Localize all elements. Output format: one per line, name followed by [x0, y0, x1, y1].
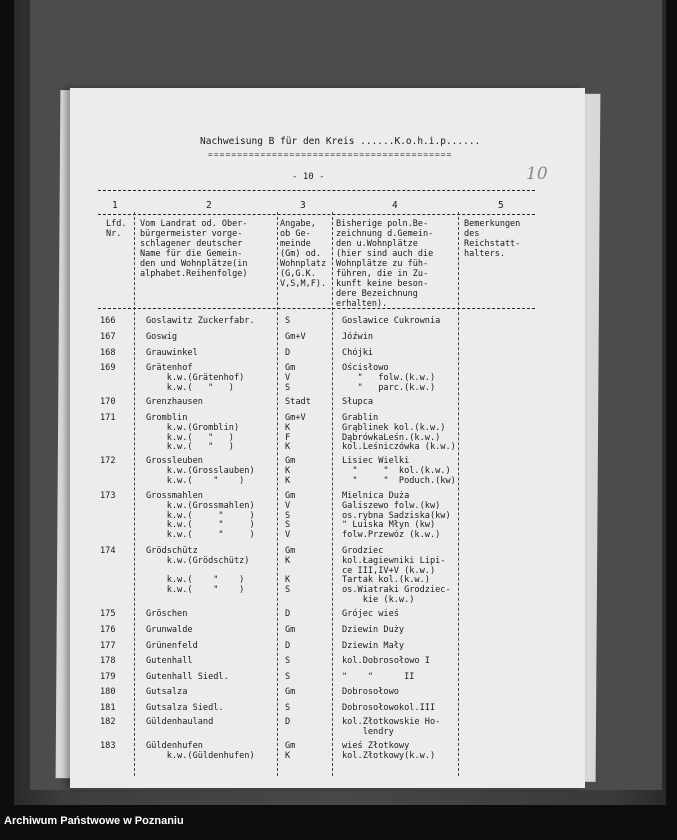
- row-number: 171: [100, 413, 116, 423]
- row-number: 175: [100, 609, 116, 619]
- place-type: D: [285, 609, 291, 619]
- handwritten-page-number: 10: [526, 164, 548, 184]
- german-name: Gutsalza: [146, 687, 188, 697]
- polish-name: Dobrosołowo: [342, 687, 399, 697]
- polish-name: Słupca: [342, 397, 374, 407]
- german-name: Grödschütz k.w.(Grödschütz) k.w.( " ) k.w.( " ): [146, 546, 250, 596]
- german-name: Grossleuben k.w.(Grosslauben) k.w.( " ): [146, 456, 255, 486]
- top-rule: [98, 190, 535, 191]
- row-number: 176: [100, 625, 116, 635]
- polish-name: Dobrosołowokol.III: [342, 703, 436, 713]
- header-lfd-nr: Lfd. Nr.: [106, 219, 127, 239]
- place-type: Gm+V: [285, 332, 306, 342]
- place-type: Gm K K S: [285, 546, 296, 596]
- column-number: 3: [300, 200, 306, 211]
- place-type: Gm: [285, 625, 296, 635]
- german-name: Gröschen: [146, 609, 188, 619]
- header-type: Angabe, ob Ge- meinde (Gm) od. Wohnplatz (G,G.K. V,S,M,F).: [280, 219, 327, 289]
- page-number: - 10 -: [292, 172, 325, 182]
- row-number: 181: [100, 703, 116, 713]
- row-number: 179: [100, 672, 116, 682]
- column-divider: [458, 212, 459, 776]
- row-number: 167: [100, 332, 116, 342]
- polish-name: Lisiec Wielki " " kol.(k.w.) " " Poduch.(kw): [342, 456, 456, 486]
- place-type: Stadt: [285, 397, 311, 407]
- german-name: Grauwinkel: [146, 348, 198, 358]
- row-number: 183: [100, 741, 116, 751]
- row-number: 166: [100, 316, 116, 326]
- german-name: Güldenhufen k.w.(Güldenhufen): [146, 741, 255, 761]
- row-number: 174: [100, 546, 116, 556]
- place-type: S: [285, 656, 291, 666]
- german-name: Goswig: [146, 332, 178, 342]
- row-number: 178: [100, 656, 116, 666]
- row-number: 173: [100, 491, 116, 501]
- header-polish-name: Bisherige poln.Be- zeichnung d.Gemein- den u.Wohnplätze (hier sind auch die Wohnplätze zu füh- führen, die in Zu- kunft keine beson- dere Bezeichnung erhalten).: [336, 219, 434, 309]
- polish-name: Grójec wieś: [342, 609, 399, 619]
- row-number: 170: [100, 397, 116, 407]
- german-name: Grätenhof k.w.(Grätenhof) k.w.( " ): [146, 363, 245, 393]
- column-divider: [134, 212, 135, 776]
- place-type: S: [285, 672, 291, 682]
- column-number: 1: [112, 200, 118, 211]
- place-type: Gm V S S V: [285, 491, 296, 541]
- title-underline: ==========================================: [208, 150, 453, 159]
- column-number: 4: [392, 200, 398, 211]
- german-name: Grossmahlen k.w.(Grossmahlen) k.w.( " ) k.w.( " ) k.w.( " ): [146, 491, 255, 541]
- polish-name: Dziewin Duży: [342, 625, 405, 635]
- german-name: Grünenfeld: [146, 641, 198, 651]
- place-type: S: [285, 316, 291, 326]
- header-german-name: Vom Landrat od. Ober- bürgermeister vorge- schlagener deutscher Name für die Gemein- den und Wohnplätze(in alphabet.Reihenfolge): [140, 219, 248, 279]
- polish-name: kol.Złotkowskie Ho- lendry: [342, 717, 441, 737]
- polish-name: Jóźwin: [342, 332, 374, 342]
- place-type: Gm V S: [285, 363, 296, 393]
- german-name: Gromblin k.w.(Gromblin) k.w.( " ) k.w.( " ): [146, 413, 240, 453]
- header-remarks: Bemerkungen des Reichstatt- halters.: [464, 219, 521, 259]
- place-type: Gm: [285, 687, 296, 697]
- place-type: S: [285, 703, 291, 713]
- header-bottom-rule: [98, 308, 535, 309]
- german-name: Grenzhausen: [146, 397, 203, 407]
- place-type: D: [285, 348, 291, 358]
- row-number: 182: [100, 717, 116, 727]
- place-type: Gm+V K F K: [285, 413, 306, 453]
- document-page: [70, 88, 585, 788]
- polish-name: Mielnica Duża Galiszewo folw.(kw) os.rybna Sadziska(kw) " Luiska Młyn (kw) folw.Przewóz (k.w.): [342, 491, 451, 541]
- row-number: 172: [100, 456, 116, 466]
- header-top-rule: [98, 214, 535, 215]
- row-number: 168: [100, 348, 116, 358]
- german-name: Güldenhauland: [146, 717, 214, 727]
- place-type: Gm K: [285, 741, 296, 761]
- polish-name: Grablin Grąblinek kol.(k.w.) DąbrówkaLeśn.(k.w.) kol.Leśniczówka (k.w.): [342, 413, 456, 453]
- row-number: 169: [100, 363, 116, 373]
- polish-name: Chójki: [342, 348, 374, 358]
- place-type: D: [285, 641, 291, 651]
- german-name: Grunwalde: [146, 625, 193, 635]
- german-name: Gutenhall: [146, 656, 193, 666]
- polish-name: Dziewin Mały: [342, 641, 405, 651]
- row-number: 180: [100, 687, 116, 697]
- polish-name: " " II: [342, 672, 415, 682]
- polish-name: wieś Złotkowy kol.Złotkowy(k.w.): [342, 741, 436, 761]
- column-number: 2: [206, 200, 212, 211]
- archive-caption: Archiwum Państwowe w Poznaniu: [4, 815, 184, 827]
- polish-name: Goslawice Cukrownia: [342, 316, 441, 326]
- polish-name: Grodziec kol.Łagiewniki Lipi- ce III,IV+V (k.w.) Tartak kol.(k.w.) os.Wiatraki Grodziec- kie (k.w.): [342, 546, 451, 605]
- column-divider: [277, 212, 278, 776]
- polish-name: kol.Dobrosołowo I: [342, 656, 430, 666]
- german-name: Gutsalza Siedl.: [146, 703, 224, 713]
- place-type: D: [285, 717, 291, 727]
- german-name: Goslawitz Zuckerfabr.: [146, 316, 255, 326]
- place-type: Gm K K: [285, 456, 296, 486]
- row-number: 177: [100, 641, 116, 651]
- polish-name: Ościsłowo " folw.(k.w.) " parc.(k.w.): [342, 363, 436, 393]
- column-divider: [332, 212, 333, 776]
- german-name: Gutenhall Siedl.: [146, 672, 229, 682]
- column-number: 5: [498, 200, 504, 211]
- document-title: Nachweisung B für den Kreis ......K.o.h.i.p......: [200, 136, 481, 147]
